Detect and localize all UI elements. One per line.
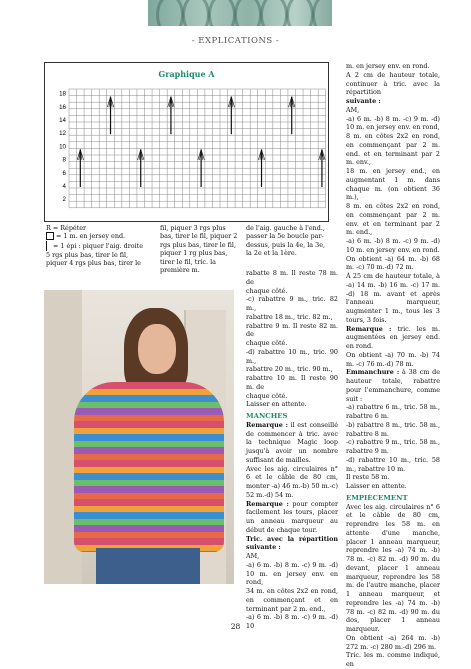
row-label-left: 4 [62,183,66,190]
legend-spike: = 1 épi : piquer l'aig. droite 5 rgs plus bas, tirer le fil, piquer 4 rgs plus bas, tirer le [46,241,144,268]
legend-repeat: R = Répéter [46,224,87,232]
text-line: rabattre 18 m., tric. 82 m., [246,312,333,321]
row-label-left: 14 [59,117,66,124]
row-label-left: 8 [62,156,66,164]
text-line: chaque côté. [246,391,288,400]
chart-grid [45,63,328,221]
row-label-left: 10 [59,143,66,151]
manches-heading: MANCHES [246,412,288,420]
text-line: chaque côté. [246,286,288,295]
spike-symbol-icon [46,241,51,251]
section-header: - EXPLICATIONS - [191,36,280,46]
text-line: rabattre 20 m., tric. 90 m., [246,365,333,374]
text-line: Laisser en attente. [246,400,307,409]
row-label-left: 16 [59,103,66,111]
row-label-left: 18 [59,90,66,98]
chart-title: Graphique A [158,69,215,79]
text-line: -c) rabattre 9 m., tric. 82 m., [246,295,338,312]
text-line: chaque côté. [246,339,288,347]
legend-col2: fil, piquer 3 rgs plus bas, tirer le fil, piquer 2 rgs plus bas, tirer le fil, piquer 1 rg plus bas, tirer le fil, tric. la première m. [160,224,238,275]
row-label-left: 2 [62,196,66,204]
header-knit-photo [148,0,332,26]
legend-knit: = 1 m. en jersey end. [56,232,126,241]
knit-symbol-icon [46,232,54,240]
text-line: rabatte 8 m. Il reste 78 m. de [246,269,338,286]
text-line: -d) rabattre 10 m., tric. 90 m., [246,347,338,365]
column-right: m. en jersey env. en rond. A 2 cm de hauteur totale, continuer à tric. avec la répartition suivante : AM, -a) 6 m. -b) 8 m. -c) 9 m. -d) 10 m. en jersey env. en rond, 8 m. en côtes 2x2 en rond, en commençant par 2 m. end. et en terminant par 2 m. env., 18 m. en jersey end., en augmentant 1 m. dans chaque m. (on obtient 36 m.), 8 m. en côtes 2x2 en rond, en commençant par 2 m. env. et en terminant par 2 m. end., -a) 6 m. -b) 8 m. -c) 9 m. -d) 10 m. en jersey env. en rond. On obtient -a) 64 m. -b) 68 m. -c) 70 m.-d) 72 m. À 25 cm de hauteur totale, à -a) 14 m. -b) 16 m. -c) 17 m. -d) 18 m. avant et après l'anneau marqueur, augmenter 1 m., tous les 3 tours, 3 fois. Remarque : tric. les m. augmentées en jersey end. en rond. On obtient -a) 70 m. -b) 74 m. -c) 76 m.-d) 78 m. Emmanchure : à 38 cm de hauteur totale, rabattre pour l'emmanchure, comme suit : -a) rabattre 6 m., tric. 58 m., rabattre 6 m. -b) rabattre 8 m., tric. 58 m., rabattre 8 m. -c) rabattre 9 m., tric. 58 m., rabattre 9 m. -d) rabattre 10 m., tric. 58 m., rabattre 10 m. Il reste 58 m. Laisser en attente. EMPIÈCEMENT Avec les aig. circulaires n° 6 et le câble de 80 cm, reprendre les 58 m. en attente d'une manche, placer 1 anneau marqueur, reprendre les -a) 74 m. -b) 78 m. -c) 82 m. -d) 90 m. du devant, placer 1 anneau marqueur, reprendre les 58 m. de l'autre manche, placer 1 anneau marqueur, et reprendre les -a) 74 m. -b) 78 m. -c) 82 m. -d) 90 m. du dos, placer 1 anneau marqueur. On obtient -a) 264 m. -b) 272 m. -c) 280 m.-d) 296 m. Tric. les m. comme indiqué, en [346,62,440,668]
knitting-chart [44,62,329,222]
row-label-left: 12 [59,130,66,138]
text-line: rabattre 9 m. Il reste 82 m. de [246,321,338,339]
page-number: 28 [230,622,241,631]
text-line: rabattre 10 m. Il reste 90 m. de [246,374,338,391]
row-label-left: 6 [62,169,66,177]
empiecement-heading: EMPIÈCEMENT [346,493,408,502]
legend-col3: de l'aig. gauche à l'end., passer la 5e boucle par-dessus, puis la 4e, la 3e, la 2e et la 1ère. [246,224,326,258]
model-photo [44,290,234,584]
column-middle: rabatte 8 m. Il reste 78 m. de chaque côté. -c) rabattre 9 m., tric. 82 m., rabattre 18 m., tric. 82 m., rabattre 9 m. Il reste 82 m. de chaque côté. -d) rabattre 10 m., tric. 90 m., rabattre 20 m., tric. 90 m., rabattre 10 m. Il reste 90 m. de chaque côté. Laisser en attente. MANCHES Remarque : il est conseillé de commencer à tric. avec la technique Magic loop jusqu'à avoir un nombre suffisant de mailles. Avec les aig. circulaires n° 6 et le câble de 80 cm, monter -a) 46 m.-b) 50 m.-c) 52 m.-d) 54 m. Remarque : pour compter facilement les tours, placer un anneau marqueur au début de chaque tour. Tric. avec la répartition suivante : AM, -a) 6 m. -b) 8 m. -c) 9 m. -d) 10 m. en jersey env. en rond, 34 m. en côtes 2x2 en rond, en commençant et en terminant par 2 m. end., -a) 6 m. -b) 8 m. -c) 9 m. -d) 10 [246,269,338,630]
